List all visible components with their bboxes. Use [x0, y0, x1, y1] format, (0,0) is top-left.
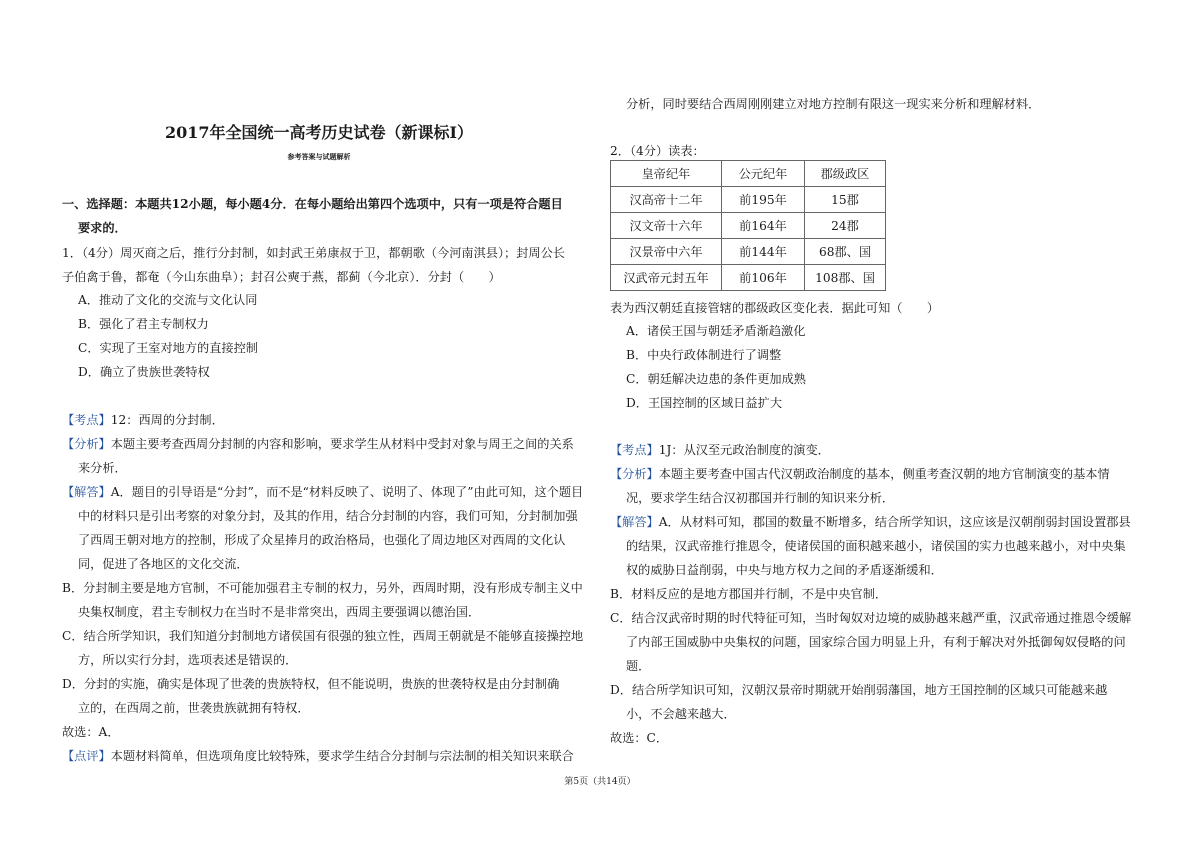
q2-option-d: D．王国控制的区域日益扩大 — [626, 396, 783, 410]
table-header: 公元纪年 — [722, 161, 805, 187]
section-heading: 一、选择题：本题共12小题，每小题4分．在每小题给出第四个选项中，只有一项是符合题目 — [62, 197, 563, 211]
q1-kaodian — [62, 412, 224, 428]
table-cell: 前144年 — [722, 239, 805, 265]
q2-jieda-c-2: 了内部王国威胁中央集权的问题，国家综合国力明显上升，有利于解决对外抵御匈奴侵略的问 — [626, 635, 1126, 649]
q1-jieda-d-1: D．分封的实施，确实是体现了世袭的贵族特权，但不能说明，贵族的世袭特权是由分封制确 — [62, 677, 560, 691]
table-cell: 汉武帝元封五年 — [611, 265, 722, 291]
q1-dianping — [62, 748, 574, 764]
table-row — [611, 213, 886, 239]
q1-dianping-cont: 分析，同时要结合西周刚刚建立对地方控制有限这一现实来分析和理解材料． — [626, 97, 1041, 111]
q2-jieda-d-2: 小，不会越来越大． — [626, 707, 736, 721]
q1-jieda-c-1: C．结合所学知识，我们知道分封制地方诸侯国有很强的独立性，西周王朝就是不能够直接操控地 — [62, 629, 584, 643]
table-cell: 24郡 — [805, 213, 886, 239]
q2-question: 表为西汉朝廷直接管辖的郡级政区变化表．据此可知（ ） — [610, 301, 940, 315]
q2-jieda-c-1: C．结合汉武帝时期的时代特征可知，当时匈奴对边境的威胁越来越严重，汉武帝通过推恩令缓解 — [610, 611, 1132, 625]
page-footer: 第5页（共14页） — [564, 777, 636, 787]
fenxi-text: 本题主要考查西周分封制的内容和影响，要求学生从材料中受封对象与周王之间的关系 — [110, 437, 574, 451]
q2-jieda-d-1: D．结合所学知识可知，汉朝汉景帝时期就开始削弱藩国，地方王国控制的区域只可能越来越 — [610, 683, 1108, 697]
q2-option-b: B．中央行政体制进行了调整 — [626, 348, 782, 362]
jieda-tag: 【解答】 — [610, 515, 659, 529]
kaodian-text: 12：西周的分封制． — [110, 413, 224, 427]
q1-option-c: C．实现了王室对地方的直接控制 — [78, 341, 258, 355]
jieda-tag: 【解答】 — [62, 485, 111, 499]
kaodian-tag: 【考点】 — [62, 413, 111, 427]
q2-jieda — [610, 514, 1131, 530]
dianping-text: 本题材料简单，但选项角度比较特殊，要求学生结合分封制与宗法制的相关知识来联合 — [110, 749, 574, 763]
table-cell: 前195年 — [722, 187, 805, 213]
page-subtitle: 参考答案与试题解析 — [287, 152, 351, 161]
fenxi-tag: 【分析】 — [610, 467, 659, 481]
q1-jieda — [62, 484, 583, 500]
table-header-row — [611, 161, 886, 187]
q1-jieda-d-2: 立的，在西周之前，世袭贵族就拥有特权． — [78, 701, 310, 715]
table-row — [611, 187, 886, 213]
q2-answer: 故选：C． — [610, 731, 669, 745]
q1-option-a: A．推动了文化的交流与文化认同 — [78, 293, 258, 307]
q2-table — [610, 160, 886, 291]
section-heading-cont: 要求的． — [78, 221, 127, 235]
q1-jieda-b-1: B．分封制主要是地方官制，不可能加强君主专制的权力，另外，西周时期，没有形成专制主义中 — [62, 581, 583, 595]
q2-fenxi-cont: 况，要求学生结合汉初郡国并行制的知识来分析． — [626, 491, 895, 505]
q1-jieda-a-2: 了西周王朝对地方的控制，形成了众星捧月的政治格局，也强化了周边地区对西周的文化认 — [78, 533, 566, 547]
q2-jieda-a-2: 权的威胁日益削弱，中央与地方权力之间的矛盾逐渐缓和． — [626, 563, 943, 577]
q2-jieda-b: B．材料反应的是地方郡国并行制，不是中央官制． — [610, 587, 888, 601]
table-cell: 108郡、国 — [805, 265, 886, 291]
q2-fenxi — [610, 466, 1110, 482]
fenxi-text: 本题主要考查中国古代汉朝政治制度的基本，侧重考查汉朝的地方官制演变的基本情 — [658, 467, 1110, 481]
q1-jieda-c-2: 方，所以实行分封，选项表述是错误的． — [78, 653, 298, 667]
q2-option-a: A．诸侯王国与朝廷矛盾渐趋激化 — [626, 324, 806, 338]
jieda-text: A．从材料可知，郡国的数量不断增多，结合所学知识，这应该是汉朝削弱封国设置郡县 — [658, 515, 1131, 529]
table-cell: 前106年 — [722, 265, 805, 291]
kaodian-tag: 【考点】 — [610, 443, 659, 457]
q1-jieda-a-3: 同，促进了各地区的文化交流． — [78, 557, 249, 571]
table-row — [611, 239, 886, 265]
q1-fenxi-cont: 来分析． — [78, 461, 127, 475]
q2-kaodian — [610, 442, 830, 458]
table-row — [611, 265, 886, 291]
q1-option-b: B．强化了君主专制权力 — [78, 317, 209, 331]
q2-jieda-a-1: 的结果，汉武帝推行推恩令，使诸侯国的面积越来越小，诸侯国的实力也越来越小，对中央集 — [626, 539, 1126, 553]
table-cell: 15郡 — [805, 187, 886, 213]
q2-jieda-c-3: 题． — [626, 659, 651, 673]
page-title: 2017年全国统一高考历史试卷（新课标Ⅰ） — [164, 123, 474, 142]
table-header: 皇帝纪年 — [611, 161, 722, 187]
table-cell: 前164年 — [722, 213, 805, 239]
q1-stem-cont: 子伯禽于鲁，都奄（今山东曲阜）；封召公奭于燕，都蓟（今北京）．分封（ ） — [62, 270, 501, 284]
fenxi-tag: 【分析】 — [62, 437, 111, 451]
q1-stem: 1．（4分）周灭商之后，推行分封制，如封武王弟康叔于卫，都朝歌（今河南淇县）；封周公长 — [62, 246, 565, 260]
q1-answer: 故选：A． — [62, 725, 120, 739]
table-cell: 68郡、国 — [805, 239, 886, 265]
table-header: 郡级政区 — [805, 161, 886, 187]
table-cell: 汉文帝十六年 — [611, 213, 722, 239]
q1-fenxi — [62, 436, 574, 452]
table-cell: 汉景帝中六年 — [611, 239, 722, 265]
q1-jieda-a-1: 中的材料只是引出考察的对象分封，及其的作用，结合分封制的内容，我们可知，分封制加强 — [78, 509, 578, 523]
dianping-tag: 【点评】 — [62, 749, 111, 763]
kaodian-text: 1J：从汉至元政治制度的演变． — [658, 443, 830, 457]
q1-option-d: D．确立了贵族世袭特权 — [78, 365, 210, 379]
jieda-text: A．题目的引导语是“分封”，而不是“材料反映了、说明了、体现了”由此可知，这个题目 — [110, 485, 584, 499]
q2-option-c: C．朝廷解决边患的条件更加成熟 — [626, 372, 806, 386]
q1-jieda-b-2: 央集权制度，君主专制权力在当时不是非常突出，西周主要强调以德治国． — [78, 605, 481, 619]
q2-stem: 2．（4分）读表： — [610, 144, 705, 158]
table-cell: 汉高帝十二年 — [611, 187, 722, 213]
